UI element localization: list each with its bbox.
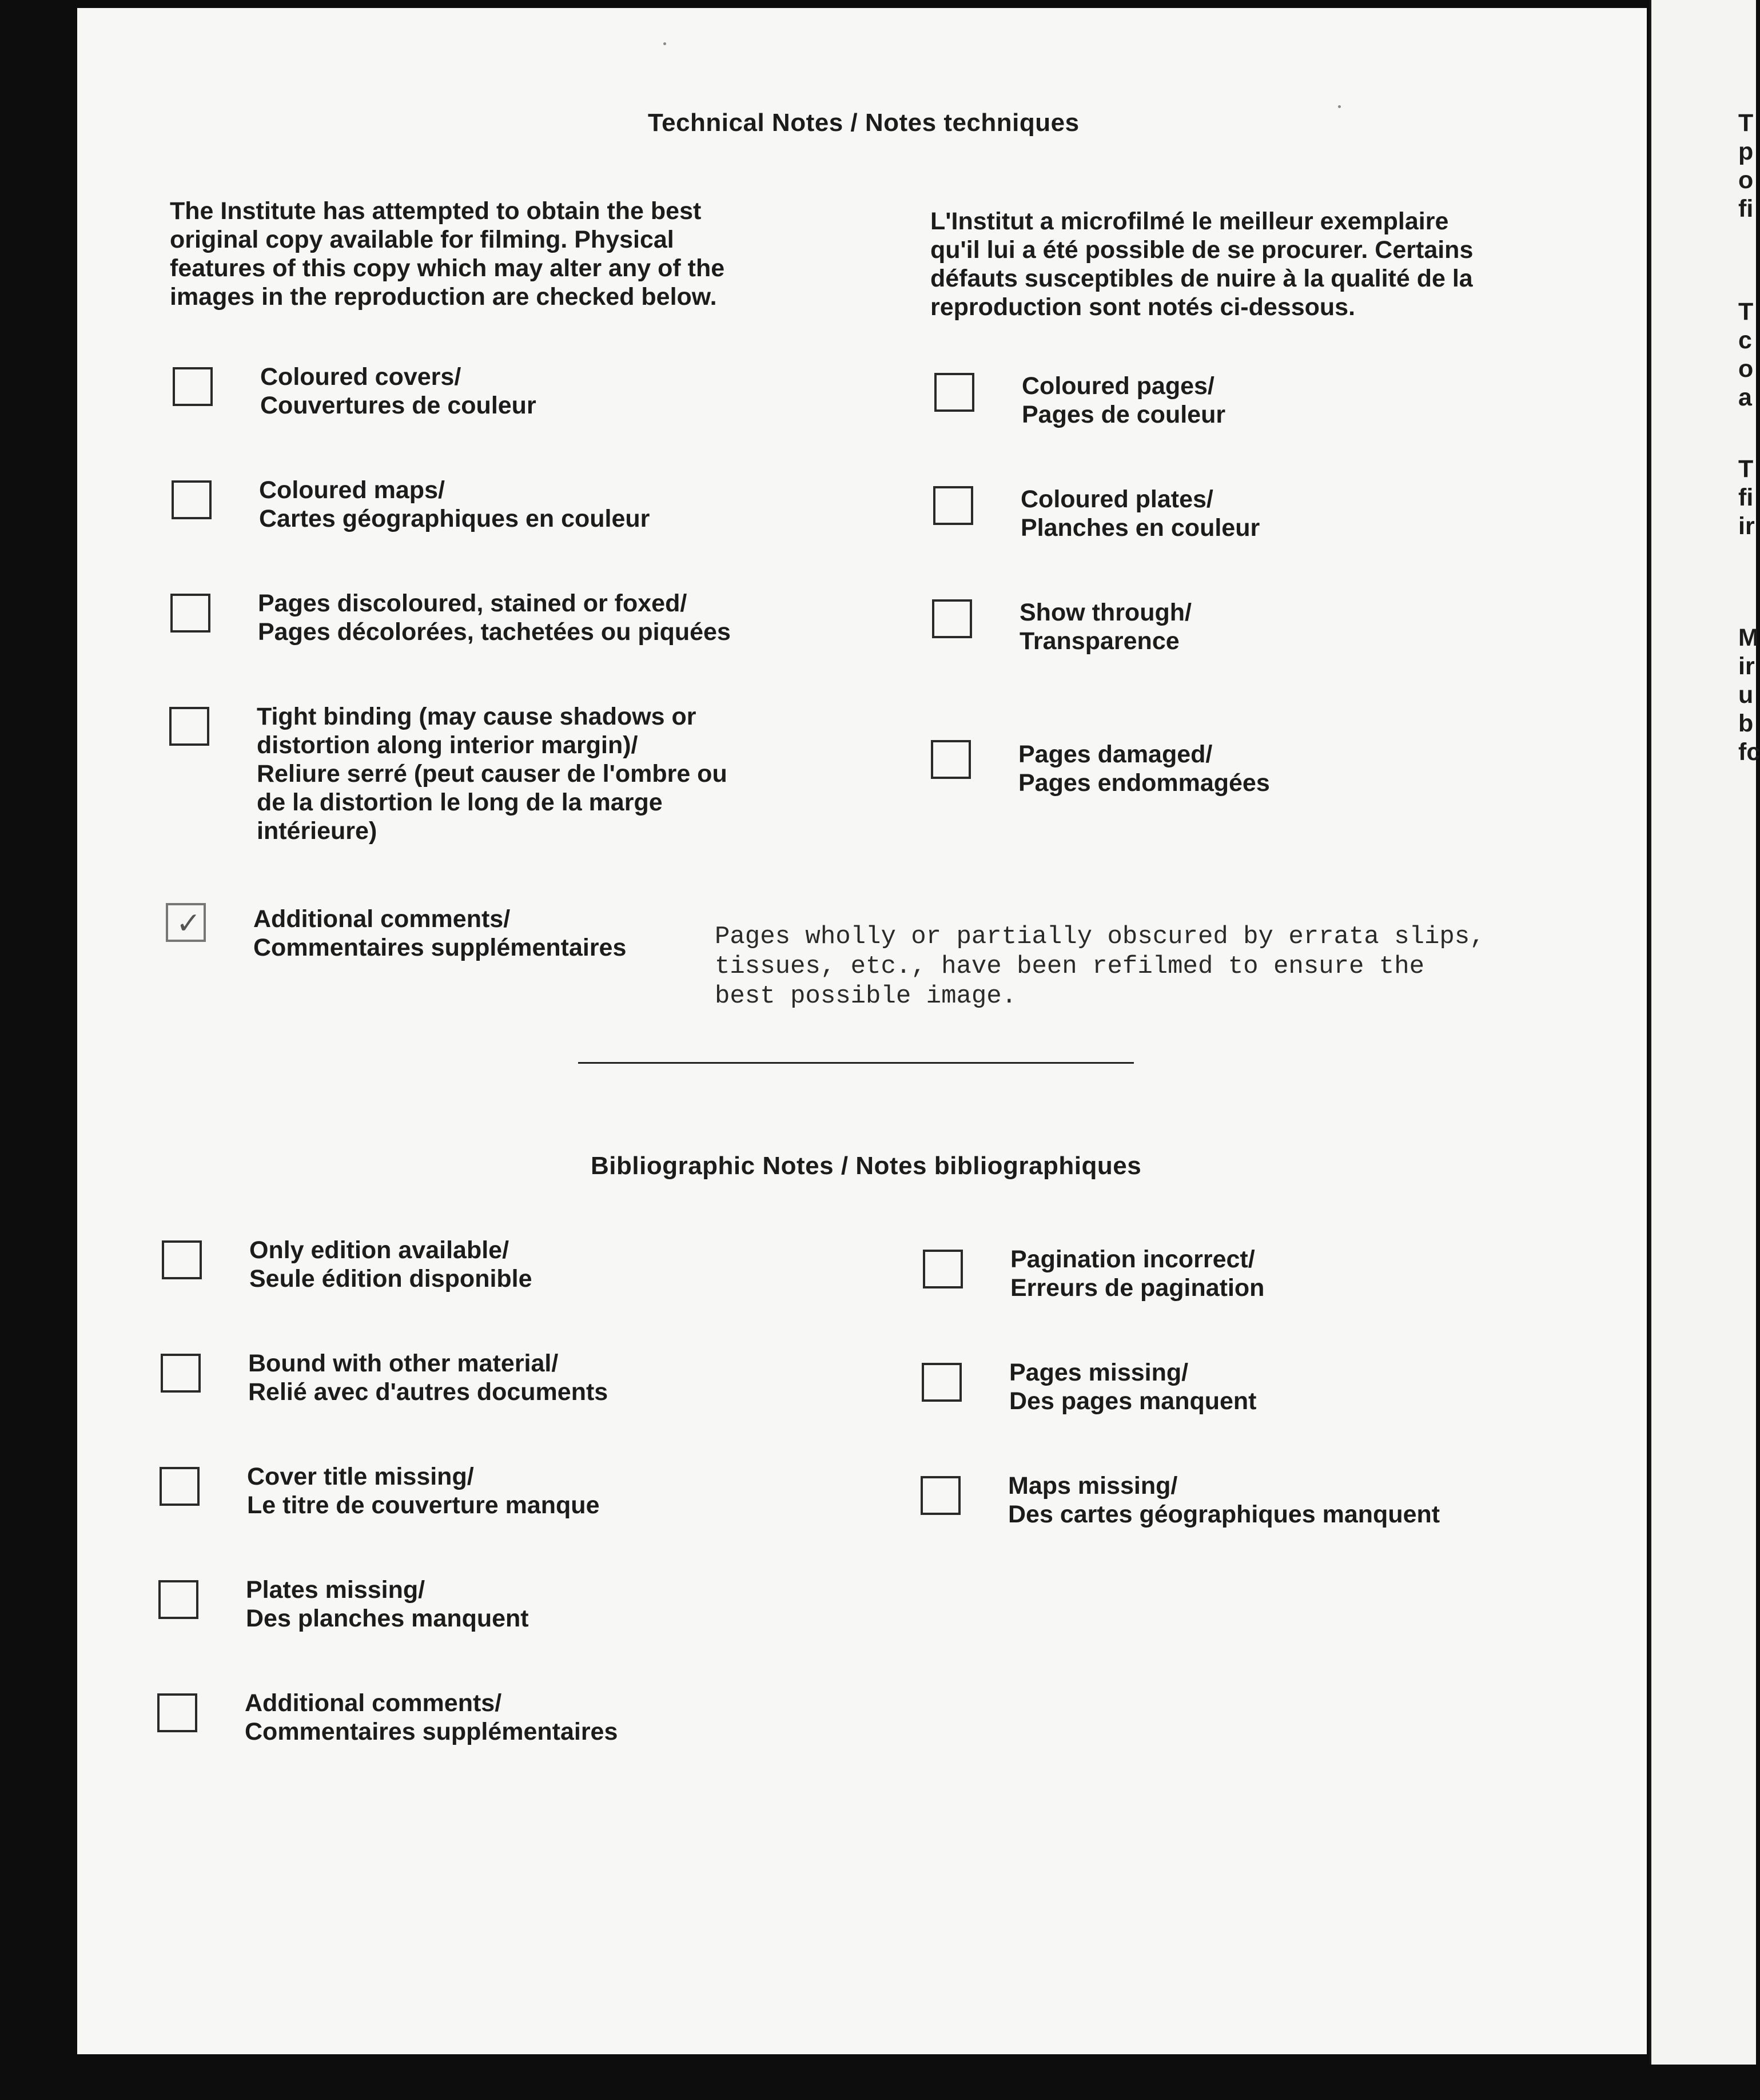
edge-fragment: fc [1738,738,1760,766]
edge-fragment: c [1738,327,1752,354]
item-label-fr: Des planches manquent [246,1605,529,1632]
item-label-en: Coloured plates/ [1021,486,1213,513]
checkbox-coloured-covers[interactable] [173,367,213,406]
item-label-fr: Pages décolorées, tachetées ou piquées [258,618,731,646]
item-label-fr: Cartes géographiques en couleur [259,505,650,532]
item-label-en: Only edition available/ [249,1236,509,1264]
item-plates-missing [246,1576,529,1633]
item-label-fr: Planches en couleur [1021,514,1260,542]
microfilm-target-sheet [77,8,1647,2054]
edge-fragment: ir [1738,653,1755,680]
edge-fragment: u [1738,681,1754,709]
item-label-fr: de la distortion le long de la marge [257,789,663,816]
edge-fragment: o [1738,355,1754,383]
item-pagination-incorrect [1010,1245,1264,1302]
checkbox-pages-discoloured[interactable] [170,594,210,633]
edge-fragment: T [1738,455,1754,483]
item-tight-binding [257,702,727,845]
edge-block-1 [1738,109,1753,223]
item-coloured-covers [260,363,536,420]
intro-en-line: images in the reproduction are checked below. [170,283,717,311]
technical-notes-title: Technical Notes / Notes techniques [648,109,1080,137]
item-bib-additional-comments [245,1689,618,1746]
checkbox-pagination-incorrect[interactable] [923,1250,963,1288]
technical-intro-fr [930,207,1473,321]
item-pages-missing [1009,1358,1257,1415]
comment-line: tissues, etc., have been refilmed to ensure the [715,952,1425,981]
intro-fr-line: défauts susceptibles de nuire à la qualité de la [930,265,1473,292]
item-label-en: Coloured maps/ [259,476,445,504]
check-mark-icon: ✓ [176,907,201,940]
checkbox-additional-comments[interactable] [166,903,206,942]
item-label-fr: Commentaires supplémentaires [245,1718,618,1745]
checkbox-pages-missing[interactable] [922,1363,962,1402]
item-label-fr: Des pages manquent [1009,1387,1257,1415]
item-label-en: distortion along interior margin)/ [257,731,638,759]
checkbox-only-edition[interactable] [162,1240,202,1279]
item-label-en: Pagination incorrect/ [1010,1246,1255,1273]
item-label-en: Pages missing/ [1009,1359,1189,1386]
item-show-through [1020,598,1192,655]
item-label-en: Coloured covers/ [260,363,461,391]
item-bound-with [248,1349,608,1406]
item-label-en: Pages discoloured, stained or foxed/ [258,590,687,617]
comment-line: Pages wholly or partially obscured by errata slips, [715,922,1485,951]
bibliographic-notes-title: Bibliographic Notes / Notes bibliographiques [591,1152,1142,1180]
checkbox-cover-title-missing[interactable] [160,1467,200,1506]
item-pages-discoloured [258,589,731,646]
edge-fragment: ir [1738,512,1755,540]
checkbox-tight-binding[interactable] [169,707,209,746]
item-label-fr: Pages de couleur [1022,401,1226,428]
item-label-fr: Erreurs de pagination [1010,1274,1265,1302]
edge-fragment: p [1738,138,1754,165]
item-label-en: Maps missing/ [1008,1472,1178,1500]
item-label-fr: Commentaires supplémentaires [253,934,627,961]
item-label-en: Tight binding (may cause shadows or [257,703,696,730]
checkbox-bib-additional-comments[interactable] [157,1693,197,1732]
intro-fr-line: L'Institut a microfilmé le meilleur exemplaire [930,208,1449,235]
edge-block-3 [1738,455,1755,540]
item-label-en: Bound with other material/ [248,1350,559,1377]
checkbox-pages-damaged[interactable] [931,740,971,779]
item-only-edition [249,1236,532,1293]
item-label-fr: Reliure serré (peut causer de l'ombre ou [257,760,727,788]
checkbox-plates-missing[interactable] [158,1580,198,1619]
edge-block-4 [1738,623,1760,766]
edge-fragment: b [1738,710,1754,737]
item-additional-comments [253,905,626,962]
item-coloured-plates [1021,485,1260,542]
item-label-fr: Le titre de couverture manque [247,1492,600,1519]
dust-speck [1338,105,1341,108]
edge-fragment: fi [1738,484,1754,511]
intro-fr-line: reproduction sont notés ci-dessous. [930,293,1356,321]
checkbox-bound-with[interactable] [161,1354,201,1393]
item-label-en: Pages damaged/ [1018,741,1213,768]
edge-fragment: T [1738,298,1754,325]
comment-line: best possible image. [715,982,1017,1011]
checkbox-coloured-maps[interactable] [172,480,212,519]
intro-en-line: The Institute has attempted to obtain the best [170,197,702,225]
checkbox-coloured-plates[interactable] [933,486,973,525]
additional-comment-text [715,922,1485,1011]
item-label-fr: Transparence [1020,627,1180,655]
edge-fragment: o [1738,166,1754,194]
item-label-en: Plates missing/ [246,1576,425,1604]
intro-fr-line: qu'il lui a été possible de se procurer. Certains [930,236,1474,264]
item-label-en: Additional comments/ [253,905,511,933]
item-label-en: Additional comments/ [245,1689,502,1717]
checkbox-coloured-pages[interactable] [934,373,974,412]
technical-intro-en [170,197,724,311]
item-label-en: Cover title missing/ [247,1463,474,1490]
dust-speck [663,42,666,45]
section-divider [578,1062,1134,1064]
edge-fragment: fi [1738,195,1754,222]
item-label-fr: Couvertures de couleur [260,392,536,419]
item-label-fr: Relié avec d'autres documents [248,1378,608,1406]
edge-block-2 [1738,297,1753,412]
intro-en-line: original copy available for filming. Physical [170,226,674,253]
checkbox-show-through[interactable] [932,599,972,638]
item-label-fr: intérieure) [257,817,377,845]
item-maps-missing [1008,1471,1440,1529]
checkbox-maps-missing[interactable] [921,1476,961,1515]
item-label-fr: Pages endommagées [1018,769,1270,797]
item-coloured-maps [259,476,650,533]
intro-en-line: features of this copy which may alter any of the [170,254,725,282]
item-label-fr: Des cartes géographiques manquent [1008,1501,1440,1528]
edge-fragment: T [1738,109,1754,137]
item-label-fr: Seule édition disponible [249,1265,532,1292]
edge-fragment: a [1738,384,1752,411]
item-cover-title-missing [247,1462,600,1520]
item-label-en: Show through/ [1020,599,1192,626]
item-label-en: Coloured pages/ [1022,372,1215,400]
edge-fragment: M [1738,624,1759,651]
item-coloured-pages [1022,372,1225,429]
item-pages-damaged [1018,740,1270,797]
